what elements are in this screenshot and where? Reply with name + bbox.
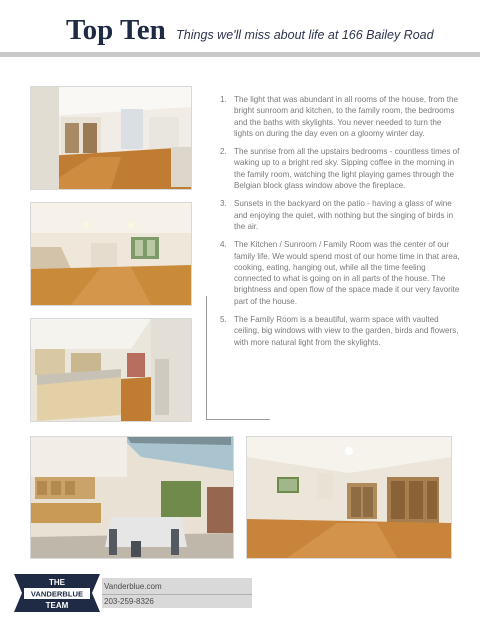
photo-kitchen-sunroom — [30, 436, 234, 559]
list-number: 1. — [220, 95, 227, 104]
vanderblue-team-logo — [14, 574, 100, 612]
list-item — [220, 94, 460, 139]
list-text: The light that was abundant in all rooms of the house, from the bright sunroom and kitchen, to the family room, the bedrooms and the baths with skylights. You never needed to turn the lights on during the day even on a gloomy winter day. — [234, 95, 459, 138]
logo-line-3: TEAM — [45, 601, 69, 610]
photo-living-room — [30, 86, 192, 190]
photo-kitchen-island — [30, 318, 192, 422]
list-number: 5. — [220, 315, 227, 325]
photo-stair-room — [30, 202, 192, 306]
page-title — [66, 14, 434, 48]
list-number: 2. — [220, 147, 227, 157]
title-text: Top Ten — [66, 14, 166, 46]
footer-phone: 203-259-8326 — [104, 597, 154, 606]
list-number: 4. — [220, 240, 227, 250]
list-text: Sunsets in the backyard on the patio - having a glass of wine and enjoying the quiet, with nothing but the singing of birds in the air. — [234, 199, 454, 231]
bracket-line-vertical — [206, 296, 207, 420]
photo-family-room — [246, 436, 452, 559]
list-item — [220, 198, 460, 232]
subtitle-text: Things we'll miss about life at 166 Bailey Road — [176, 28, 434, 42]
list-text: The Kitchen / Sunroom / Family Room was the center of our family life. We would spend most of our home time in that area, cooking, eating, hanging out, while all the time feeling connected to what is going on in all parts of the house. The brightness and open flow of the space made it our very favorite part of the house. — [234, 240, 460, 306]
logo-line-1: THE — [49, 578, 65, 587]
top-ten-list — [220, 94, 460, 355]
footer-website[interactable]: Vanderblue.com — [104, 582, 162, 591]
list-item — [220, 314, 460, 348]
list-item — [220, 239, 460, 307]
bracket-line-horizontal — [206, 419, 270, 420]
list-text: The Family Room is a beautiful, warm space with vaulted ceiling, big windows with view to the garden, birds and flowers, with more natural light from the skylights. — [234, 315, 459, 347]
header-rule — [0, 52, 480, 57]
list-item — [220, 146, 460, 191]
logo-line-2: VANDERBLUE — [30, 589, 84, 599]
list-text: The sunrise from all the upstairs bedrooms - countless times of waking up to a bright red sky. Sipping coffee in the morning in the family room, watching the light playing games through the Belgian block glass window above the fireplace. — [234, 147, 460, 191]
list-number: 3. — [220, 199, 227, 209]
footer-divider — [102, 594, 252, 595]
